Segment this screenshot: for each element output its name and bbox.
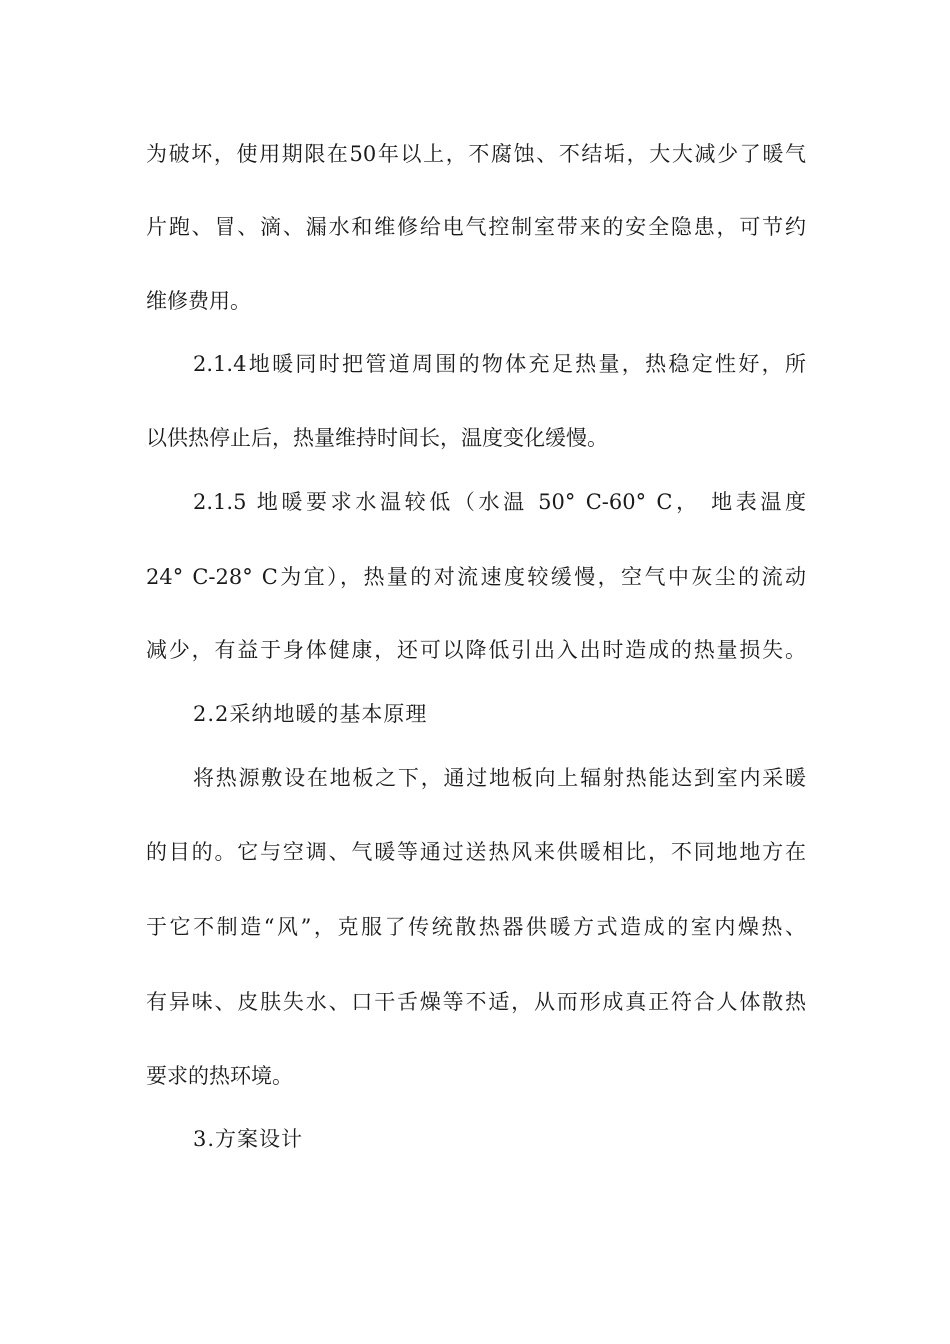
paragraph-line: 要求的热环境。: [146, 1064, 293, 1088]
paragraph-line: 为破坏，使用期限在50年以上，不腐蚀、不结垢，大大减少了暖气: [146, 142, 806, 166]
paragraph-line: 于它不制造“风”，克服了传统散热器供暖方式造成的室内燥热、: [146, 915, 806, 939]
section-heading: 3.方案设计: [193, 1127, 304, 1151]
paragraph-line: 片跑、冒、滴、漏水和维修给电气控制室带来的安全隐患，可节约: [146, 215, 806, 239]
paragraph-line: 以供热停止后，热量维持时间长，温度变化缓慢。: [146, 426, 608, 450]
paragraph-line: 将热源敷设在地板之下，通过地板向上辐射热能达到室内采暖: [193, 766, 806, 790]
section-heading: 2.2采纳地暖的基本原理: [193, 702, 428, 726]
paragraph-line: 维修费用。: [146, 289, 251, 313]
paragraph-line: 有异味、皮肤失水、口干舌燥等不适，从而形成真正符合人体散热: [146, 990, 806, 1014]
paragraph-line: 2.1.4地暖同时把管道周围的物体充足热量，热稳定性好，所: [193, 352, 806, 376]
paragraph-line: 2.1.5 地暖要求水温较低（水温 50° C-60° C， 地表温度: [193, 490, 806, 514]
paragraph-line: 24° C-28° C为宜），热量的对流速度较缓慢，空气中灰尘的流动: [146, 565, 806, 589]
paragraph-line: 减少，有益于身体健康，还可以降低引出入出时造成的热量损失。: [146, 638, 806, 662]
paragraph-line: 的目的。它与空调、气暖等通过送热风来供暖相比，不同地地方在: [146, 840, 806, 864]
